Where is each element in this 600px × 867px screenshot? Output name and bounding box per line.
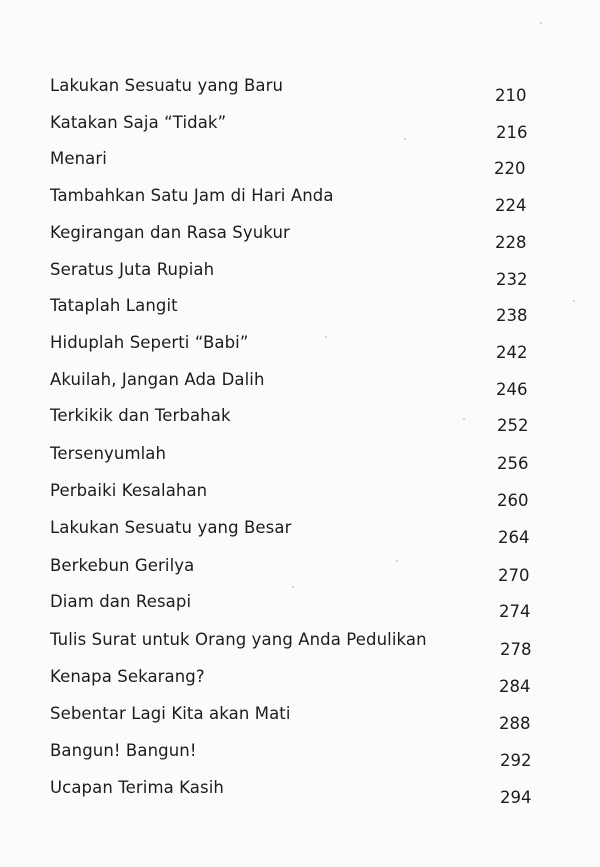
toc-entry-title: Lakukan Sesuatu yang Besar bbox=[50, 518, 292, 537]
toc-entry-title: Terkikik dan Terbahak bbox=[50, 406, 231, 425]
toc-entry bbox=[0, 556, 600, 586]
toc-entry-page-number: 232 bbox=[496, 270, 528, 289]
toc-entry bbox=[0, 704, 600, 734]
toc-entry bbox=[0, 444, 600, 474]
toc-entry-title: Tulis Surat untuk Orang yang Anda Pedulikan bbox=[50, 630, 427, 649]
toc-entry bbox=[0, 481, 600, 511]
toc-entry bbox=[0, 260, 600, 290]
toc-entry-title: Seratus Juta Rupiah bbox=[50, 260, 215, 279]
scan-speck bbox=[292, 586, 294, 588]
toc-entry-page-number: 216 bbox=[496, 123, 528, 142]
toc-entry bbox=[0, 592, 600, 622]
toc-entry-page-number: 246 bbox=[496, 380, 528, 399]
toc-entry-title: Hiduplah Seperti “Babi” bbox=[50, 333, 249, 352]
toc-entry bbox=[0, 370, 600, 400]
toc-entry bbox=[0, 778, 600, 808]
toc-entry-page-number: 270 bbox=[498, 566, 530, 585]
toc-entry-title: Kegirangan dan Rasa Syukur bbox=[50, 223, 290, 242]
toc-entry-page-number: 288 bbox=[499, 714, 531, 733]
toc-entry bbox=[0, 76, 600, 106]
toc-entry-title: Katakan Saja “Tidak” bbox=[50, 113, 227, 132]
toc-entry-page-number: 220 bbox=[494, 159, 526, 178]
toc-entry-title: Tersenyumlah bbox=[50, 444, 167, 463]
toc-entry-page-number: 252 bbox=[497, 416, 529, 435]
toc-entry-page-number: 242 bbox=[496, 343, 528, 362]
toc-entry-title: Ucapan Terima Kasih bbox=[50, 778, 224, 797]
toc-entry-title: Perbaiki Kesalahan bbox=[50, 481, 208, 500]
toc-entry-page-number: 278 bbox=[500, 640, 532, 659]
scan-speck bbox=[404, 138, 406, 140]
toc-entry bbox=[0, 186, 600, 216]
toc-entry-page-number: 210 bbox=[495, 86, 527, 105]
scan-speck bbox=[573, 300, 575, 302]
toc-entry bbox=[0, 741, 600, 771]
toc-entry bbox=[0, 518, 600, 548]
toc-entry-title: Tambahkan Satu Jam di Hari Anda bbox=[50, 186, 334, 205]
toc-entry-page-number: 228 bbox=[495, 233, 527, 252]
toc-entry-page-number: 294 bbox=[500, 788, 532, 807]
toc-entry bbox=[0, 630, 600, 660]
toc-entry-page-number: 292 bbox=[500, 751, 532, 770]
toc-entry-title: Sebentar Lagi Kita akan Mati bbox=[50, 704, 291, 723]
toc-entry-title: Kenapa Sekarang? bbox=[50, 667, 205, 686]
toc-entry-page-number: 238 bbox=[496, 306, 528, 325]
toc-entry bbox=[0, 296, 600, 326]
toc-entry-title: Tataplah Langit bbox=[50, 296, 178, 315]
toc-entry bbox=[0, 149, 600, 179]
toc-entry-page-number: 224 bbox=[495, 196, 527, 215]
toc-entry-page-number: 264 bbox=[498, 528, 530, 547]
toc-entry bbox=[0, 223, 600, 253]
toc-entry bbox=[0, 406, 600, 436]
scan-speck bbox=[540, 22, 542, 24]
scan-speck bbox=[463, 418, 465, 420]
toc-entry-title: Bangun! Bangun! bbox=[50, 741, 197, 760]
toc-entry bbox=[0, 113, 600, 143]
toc-entry-page-number: 256 bbox=[497, 454, 529, 473]
scan-speck bbox=[396, 560, 398, 562]
toc-entry-page-number: 284 bbox=[499, 677, 531, 696]
toc-entry-title: Akuilah, Jangan Ada Dalih bbox=[50, 370, 265, 389]
toc-entry-page-number: 274 bbox=[499, 602, 531, 621]
toc-entry-title: Menari bbox=[50, 149, 107, 168]
toc-entry bbox=[0, 333, 600, 363]
toc-entry bbox=[0, 667, 600, 697]
toc-entry-title: Berkebun Gerilya bbox=[50, 556, 195, 575]
toc-entry-title: Diam dan Resapi bbox=[50, 592, 192, 611]
toc-entry-page-number: 260 bbox=[497, 491, 529, 510]
toc-entry-title: Lakukan Sesuatu yang Baru bbox=[50, 76, 284, 95]
scan-speck bbox=[325, 336, 327, 338]
